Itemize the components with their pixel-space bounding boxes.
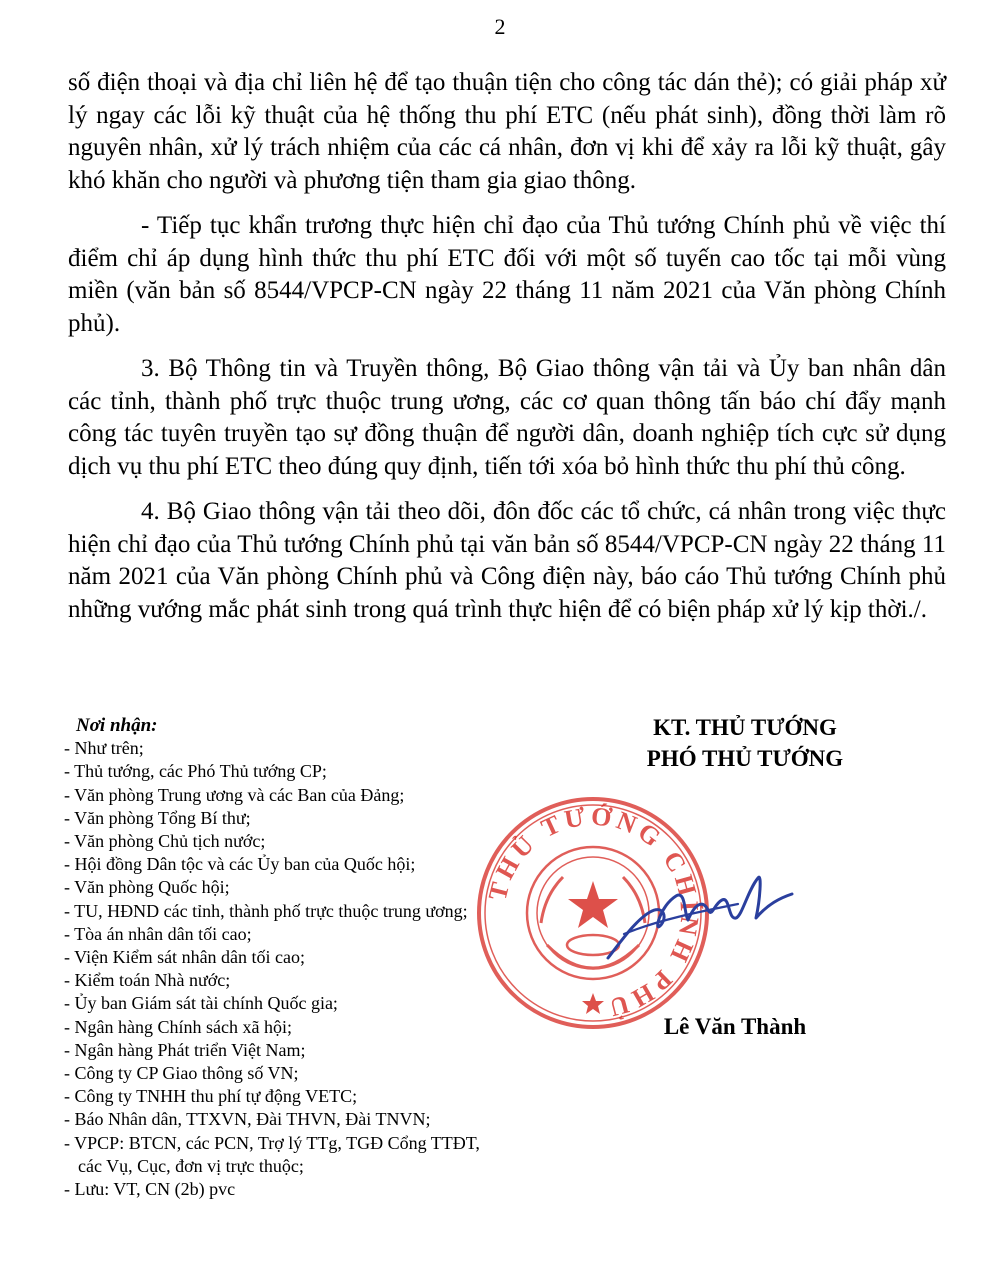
signature-subtitle: PHÓ THỦ TƯỚNG bbox=[646, 746, 844, 771]
signer-name: Lê Văn Thành bbox=[663, 1014, 807, 1039]
recipient-item: - Ngân hàng Chính sách xã hội; bbox=[64, 1016, 292, 1037]
document-body bbox=[68, 67, 946, 639]
seal-text: THỦ TƯỚNG CHÍNH PHỦ bbox=[482, 801, 705, 1024]
seal-small-star-icon bbox=[582, 993, 604, 1014]
body-paragraph: số điện thoại và địa chỉ liên hệ để tạo thuận tiện cho công tác dán thẻ); có giải pháp xử lý ngay các lỗi kỹ thuật của hệ thống thu phí ETC (nếu phát sinh), đồng thời làm rõ nguyên nhân, xử lý trách nhiệm của các cá nhân, đơn vị khi để xảy ra lỗi kỹ thuật, gây khó khăn cho người và phương tiện tham gia giao thông. bbox=[68, 69, 946, 194]
recipient-item: - Văn phòng Quốc hội; bbox=[64, 877, 230, 898]
recipient-item: - Tòa án nhân dân tối cao; bbox=[64, 923, 252, 944]
recipient-item: - Hội đồng Dân tộc và các Ủy ban của Quốc hội; bbox=[64, 854, 416, 875]
recipient-item: - VPCP: BTCN, các PCN, Trợ lý TTg, TGĐ Cổng TTĐT, bbox=[64, 1132, 480, 1153]
recipient-item: - Lưu: VT, CN (2b) pvc bbox=[64, 1179, 236, 1200]
recipient-item: - Viện Kiểm sát nhân dân tối cao; bbox=[64, 947, 306, 968]
recipient-item: - Văn phòng Tổng Bí thư; bbox=[64, 807, 251, 828]
handwritten-signature bbox=[598, 860, 798, 970]
recipient-item: - Văn phòng Chủ tịch nước; bbox=[64, 831, 266, 852]
recipient-item: - Ngân hàng Phát triển Việt Nam; bbox=[64, 1039, 306, 1060]
recipient-continuation: các Vụ, Cục, đơn vị trực thuộc; bbox=[78, 1155, 304, 1176]
recipients-block bbox=[64, 714, 534, 1201]
recipient-item: - Ủy ban Giám sát tài chính Quốc gia; bbox=[64, 993, 338, 1014]
body-paragraph: 4. Bộ Giao thông vận tải theo dõi, đôn đốc các tổ chức, cá nhân trong việc thực hiện chỉ đạo của Thủ tướng Chính phủ tại văn bản số 8544/VPCP-CN ngày 22 tháng 11 năm 2021 của Văn phòng Chính phủ và Công điện này, báo cáo Thủ tướng Chính phủ những vướng mắc phát sinh trong quá trình thực hiện để có biện pháp xử lý kịp thời./. bbox=[68, 498, 946, 623]
recipient-item: - Văn phòng Trung ương và các Ban của Đảng; bbox=[64, 784, 405, 805]
body-paragraph: - Tiếp tục khẩn trương thực hiện chỉ đạo của Thủ tướng Chính phủ về việc thí điểm chỉ áp dụng hình thức thu phí ETC đối với một số tuyến cao tốc tại mỗi vùng miền (văn bản số 8544/VPCP-CN ngày 22 tháng 11 năm 2021 của Văn phòng Chính phủ). bbox=[68, 212, 946, 337]
recipient-item: - Kiểm toán Nhà nước; bbox=[64, 970, 231, 991]
recipient-item: - Công ty TNHH thu phí tự động VETC; bbox=[64, 1086, 358, 1107]
recipient-list bbox=[64, 737, 534, 1201]
signature-block bbox=[590, 712, 900, 774]
recipient-item: - Báo Nhân dân, TTXVN, Đài THVN, Đài TNVN; bbox=[64, 1109, 431, 1130]
recipient-item: - Như trên; bbox=[64, 738, 144, 759]
recipient-item: - TU, HĐND các tỉnh, thành phố trực thuộc trung ương; bbox=[64, 900, 468, 921]
recipient-item-continued bbox=[64, 1155, 534, 1178]
recipient-item: - Thủ tướng, các Phó Thủ tướng CP; bbox=[64, 761, 327, 782]
recipient-item: - Công ty CP Giao thông số VN; bbox=[64, 1063, 299, 1084]
recipients-heading: Nơi nhận: bbox=[76, 715, 158, 736]
page-number: 2 bbox=[494, 14, 506, 39]
body-paragraph: 3. Bộ Thông tin và Truyền thông, Bộ Giao thông vận tải và Ủy ban nhân dân các tỉnh, thành phố trực thuộc trung ương, các cơ quan thông tấn báo chí đẩy mạnh công tác tuyên truyền tạo sự đồng thuận để người dân, doanh nghiệp tích cực sử dụng dịch vụ thu phí ETC theo đúng quy định, tiến tới xóa bỏ hình thức thu phí thủ công. bbox=[68, 355, 946, 480]
signature-title: KT. THỦ TƯỚNG bbox=[653, 715, 837, 740]
